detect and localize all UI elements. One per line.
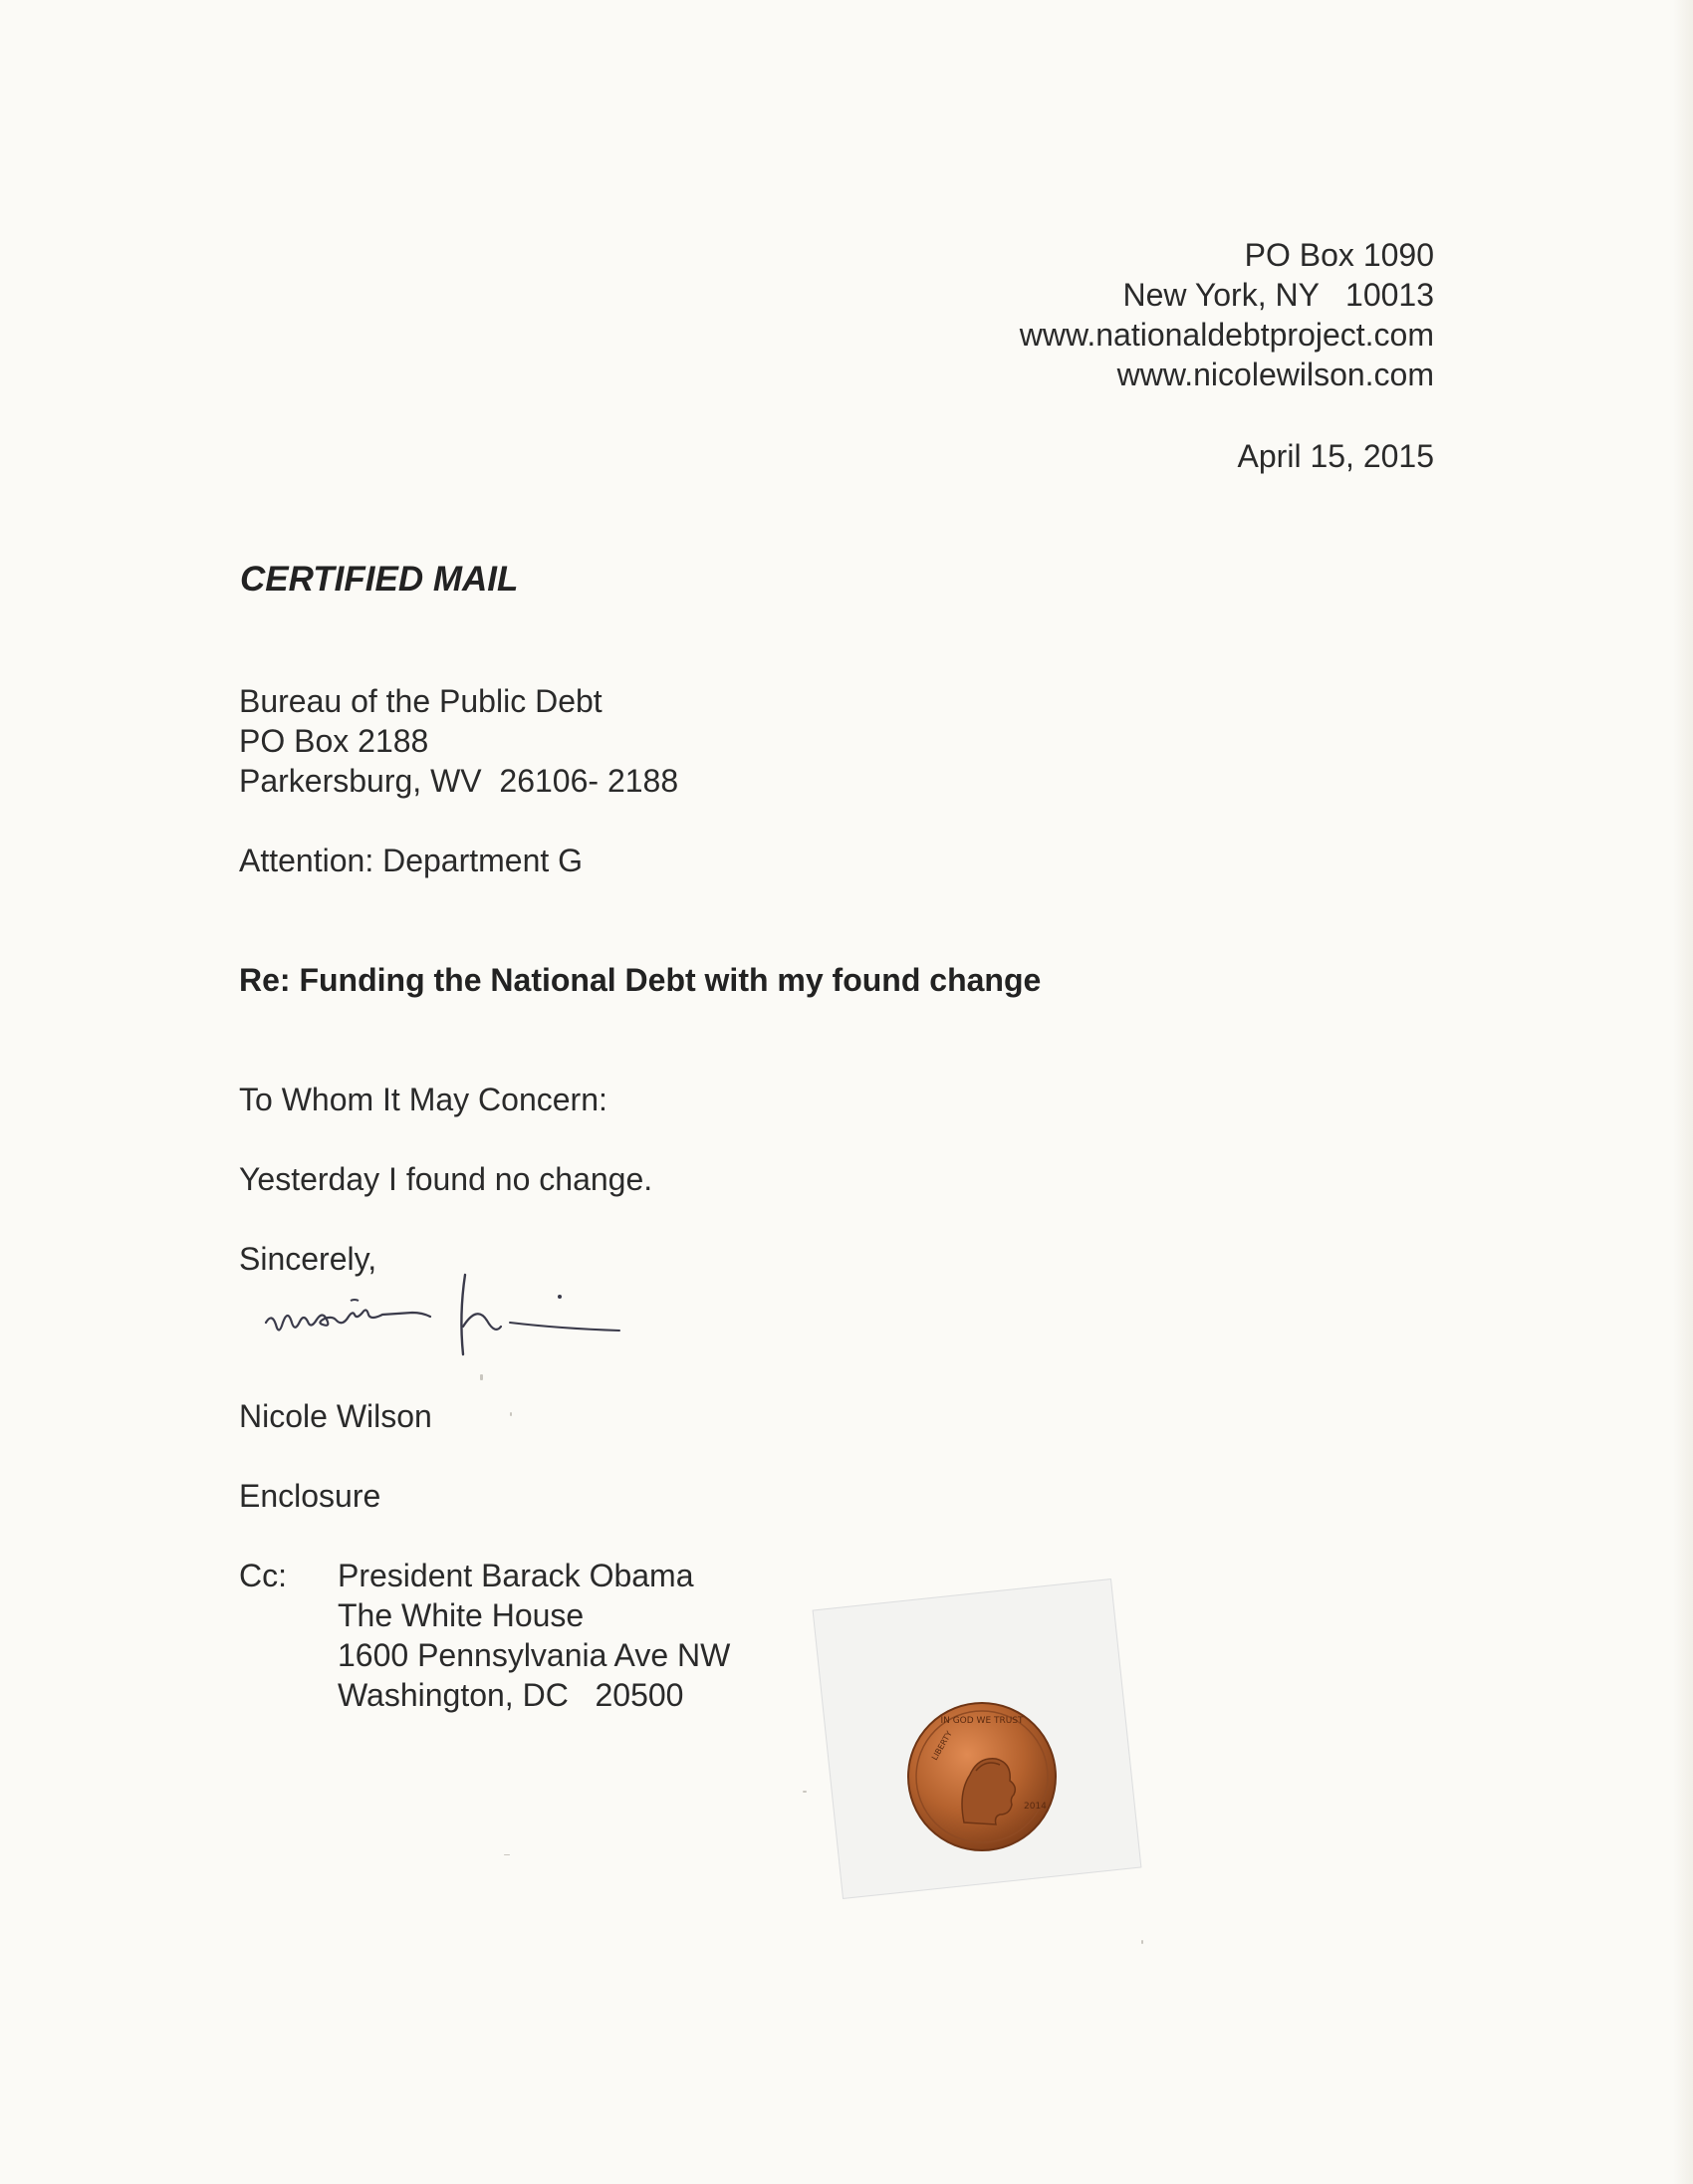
paper-speck (803, 1791, 807, 1793)
closing: Sincerely, (239, 1241, 377, 1277)
sender-po-box: PO Box 1090 (1244, 237, 1434, 273)
sender-website-1: www.nationaldebtproject.com (1019, 317, 1434, 353)
cc-org: The White House (338, 1597, 585, 1633)
signer-name: Nicole Wilson (239, 1398, 432, 1434)
cc-street: 1600 Pennsylvania Ave NW (338, 1637, 731, 1673)
attention-line: Attention: Department G (239, 843, 584, 878)
sender-city: New York, NY 10013 (1122, 277, 1434, 313)
recipient-address (239, 681, 678, 801)
coin-motto: IN GOD WE TRUST (940, 1716, 1024, 1726)
coin-liberty: LIBERTY (929, 1729, 954, 1762)
paper-speck (504, 1854, 510, 1855)
subject-line: Re: Funding the National Debt with my found change (239, 962, 1042, 998)
paper-speck (510, 1412, 512, 1416)
cc-label: Cc: (239, 1558, 287, 1593)
letter-date: April 15, 2015 (1237, 438, 1434, 474)
paper-speck (1141, 1940, 1143, 1944)
enclosure-note: Enclosure (239, 1478, 381, 1514)
cc-name: President Barack Obama (338, 1558, 694, 1593)
penny-icon (906, 1701, 1058, 1852)
certified-mail-heading: CERTIFIED MAIL (240, 560, 519, 599)
letter-body: Yesterday I found no change. (239, 1161, 653, 1197)
salutation: To Whom It May Concern: (239, 1082, 607, 1117)
recipient-city: Parkersburg, WV 26106- 2188 (239, 763, 679, 799)
cc-city: Washington, DC 20500 (338, 1677, 684, 1713)
recipient-name: Bureau of the Public Debt (239, 683, 603, 719)
sender-website-2: www.nicolewilson.com (1116, 357, 1434, 392)
sender-address (1020, 235, 1434, 394)
coin-year: 2014 (1024, 1802, 1047, 1812)
recipient-po-box: PO Box 2188 (239, 723, 429, 759)
cc-address (338, 1556, 730, 1715)
paper-speck (480, 1374, 483, 1380)
handwritten-signature (261, 1265, 629, 1364)
